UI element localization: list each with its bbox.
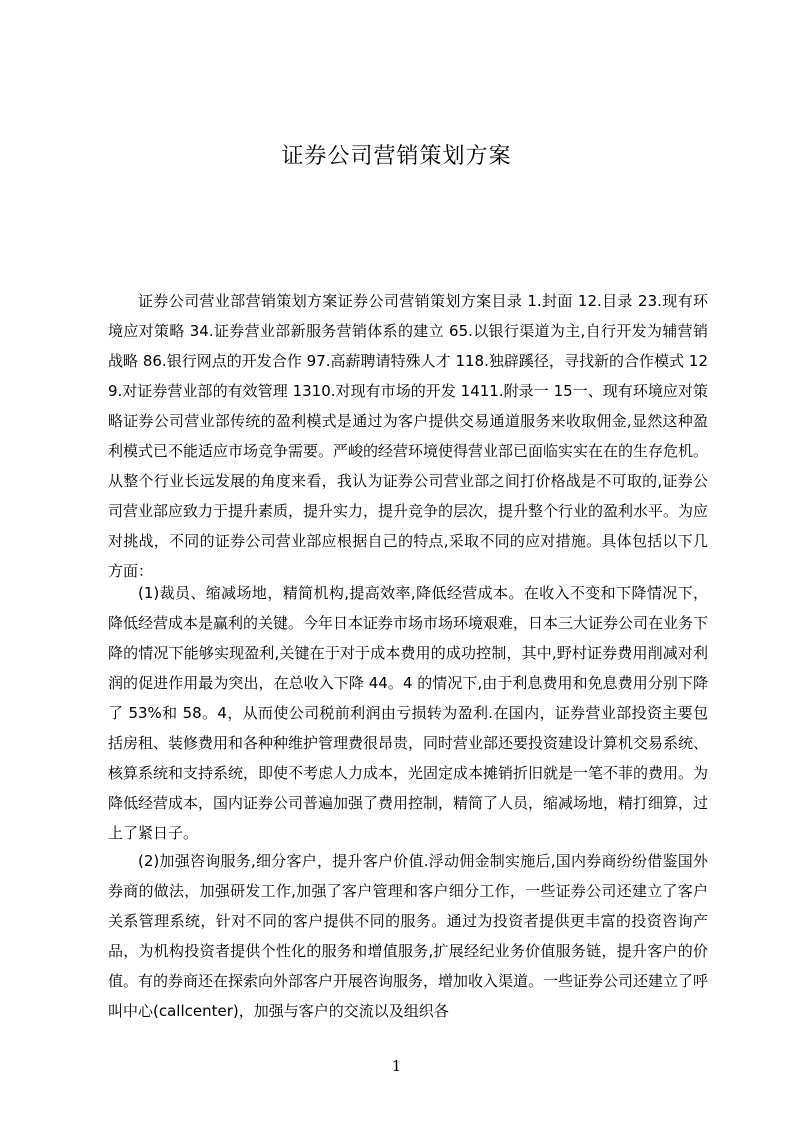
page-number: 1 bbox=[391, 1057, 402, 1075]
paragraph-cost-reduction: (1)裁员、缩减场地，精简机构,提高效率,降低经营成本。在收入不变和下降情况下，降低经营成本是赢利的关键。今年日本证券市场市场环境艰难，日本三大证券公司在业务下降的情况下能够实现盈利,关键在于对于成本费用的成功控制，其中,野村证券费用削减对利润的促进作用最为突出，在总收入下降 44。4 的情况下,由于利息费用和免息费用分别下降了 53%和 58。4，从而使公司税前利润由亏损转为盈利.在国内，证券营业部投资主要包括房租、装修费用和各种种维护管理费很昂贵，同时营业部还要投资建设计算机交易系统、核算系统和支持系统，即使不考虑人力成本，光固定成本摊销折旧就是一笔不菲的费用。为降低经营成本，国内证券公司普遍加强了费用控制，精简了人员，缩减场地，精打细算，过上了紧日子。 bbox=[108, 584, 709, 842]
document-title: 证券公司营销策划方案 bbox=[281, 144, 512, 169]
paragraph-consulting-service: (2)加强咨询服务,细分客户，提升客户价值.浮动佣金制实施后,国内券商纷纷借鉴国外券商的做法，加强研发工作,加强了客户管理和客户细分工作，一些证券公司还建立了客户关系管理系统，针对不同的客户提供不同的服务。通过为投资者提供更丰富的投资咨询产品，为机构投资者提供个性化的服务和增值服务,扩展经纪业务价值服务链，提升客户的价值。有的券商还在探索向外部客户开展咨询服务，增加收入渠道。一些证券公司还建立了呼叫中心(callcenter)，加强与客户的交流以及组织各 bbox=[108, 852, 708, 1020]
paragraph-intro: 证券公司营业部营销策划方案证券公司营销策划方案目录 1.封面 12.目录 23.现有环境应对策略 34.证券营业部新服务营销体系的建立 65.以银行渠道为主,自行开发为辅营销战略 86.银行网点的开发合作 97.高薪聘请特殊人才 118.独辟蹊径，寻找新的合作模式 129.对证券营业部的有效管理 1310.对现有市场的开发 1411.附录一 15一、现有环境应对策略证券公司营业部传统的盈利模式是通过为客户提供交易通道服务来收取佣金,显然这种盈利模式已不能适应市场竞争需要。严峻的经营环境使得营业部已面临实实在在的生存危机。从整个行业长远发展的角度来看，我认为证券公司营业部之间打价格战是不可取的,证券公司营业部应致力于提升素质，提升实力，提升竞争的层次，提升整个行业的盈利水平。为应对挑战，不同的证券公司营业部应根据自己的特点,采取不同的应对措施。具体包括以下几方面： bbox=[108, 292, 709, 580]
